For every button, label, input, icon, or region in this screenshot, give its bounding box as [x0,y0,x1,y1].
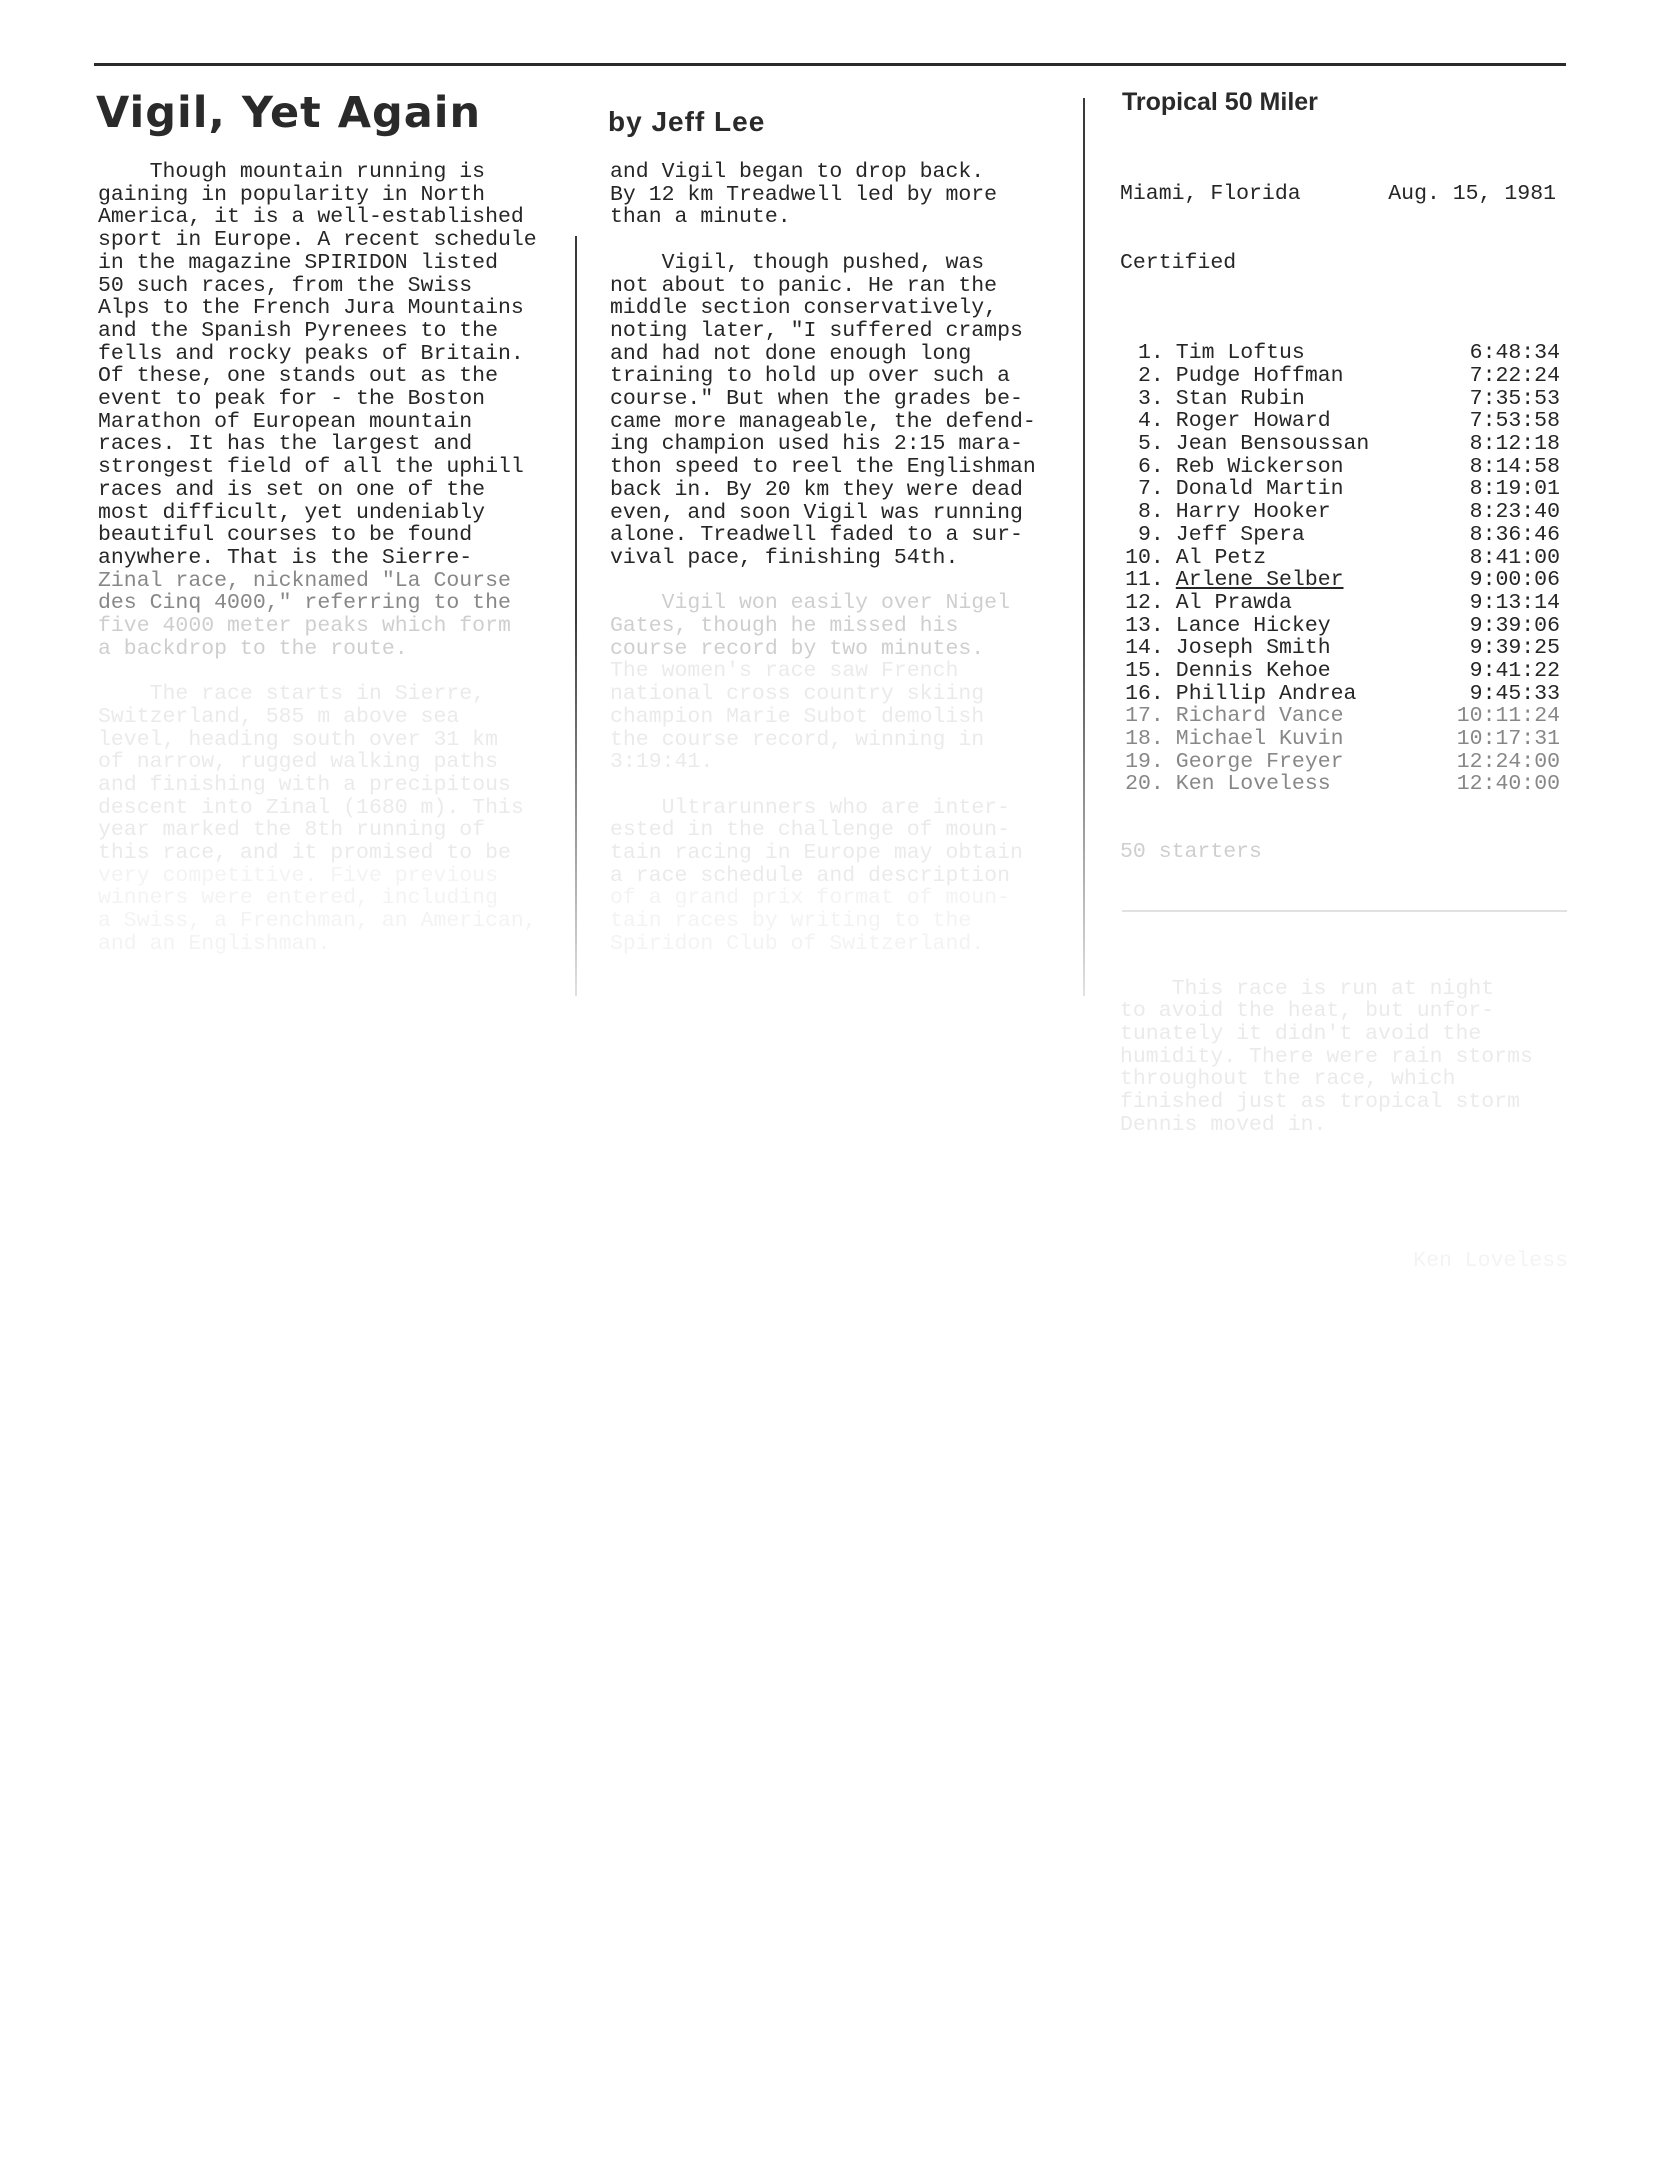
result-row [1120,501,1560,524]
result-name: Richard Vance [1175,704,1344,729]
result-name: George Freyer [1175,749,1344,774]
result-name: Jeff Spera [1175,522,1305,547]
article-line: Switzerland, 585 m above sea [98,704,460,729]
article-line: noting later, "I suffered cramps [610,318,1023,343]
result-time: 8:41:00 [1469,545,1560,570]
article-line: fells and rocky peaks of Britain. [98,341,524,366]
result-row [1120,410,1560,433]
article-line: course record by two minutes. [610,636,985,661]
article-line: course." But when the grades be- [610,387,1023,412]
article-line: and had not done enough long [610,341,972,366]
result-time: 10:11:24 [1456,704,1560,729]
result-time: 8:19:01 [1469,477,1560,502]
result-place: 19. [1125,749,1164,774]
result-place: 11. [1125,568,1164,593]
note-line: tunately it didn't avoid the [1120,1022,1482,1047]
result-place: 13. [1125,613,1164,638]
result-row [1120,728,1560,751]
result-name: Arlene Selber [1175,568,1344,593]
article-line: champion Marie Subot demolish [610,704,985,729]
article-line: of a grand prix format of moun- [610,886,1010,911]
result-place: 15. [1125,658,1164,683]
result-row [1120,660,1560,683]
results-column [1120,138,1568,1296]
result-row [1120,615,1560,638]
signature-rule [1122,910,1567,912]
result-name: Tim Loftus [1175,341,1305,366]
article-line: Vigil won easily over Nigel [610,591,1010,616]
article-line: year marked the 8th running of [98,818,486,843]
article-line: a race schedule and description [610,863,1010,888]
article-line: des Cinq 4000," referring to the [98,591,511,616]
article-line: sport in Europe. A recent schedule [98,228,537,253]
result-place: 4. [1137,409,1164,434]
note-line: finished just as tropical storm [1120,1090,1520,1115]
result-row [1120,637,1560,660]
article-line: training to hold up over such a [610,364,1010,389]
starters-count: 50 starters [1120,840,1262,865]
article-line: Of these, one stands out as the [98,364,498,389]
article-line: and an Englishman. [98,931,331,956]
article-line: races. It has the largest and [98,432,473,457]
result-row [1120,683,1560,706]
result-row [1120,773,1560,796]
article-line: a backdrop to the route. [98,636,408,661]
article-line: America, it is a well-established [98,205,524,230]
article-line: national cross country skiing [610,682,985,707]
result-time: 9:39:06 [1469,613,1560,638]
result-place: 3. [1137,386,1164,411]
race-note [1120,978,1560,1137]
result-time: 9:39:25 [1469,636,1560,661]
note-line: throughout the race, which [1120,1067,1456,1092]
result-time: 6:48:34 [1469,341,1560,366]
article-line: back in. By 20 km they were dead [610,477,1023,502]
byline: by Jeff Lee [608,106,766,137]
race-date: Aug. 15, 1981 [1388,182,1556,207]
result-name: Lance Hickey [1175,613,1331,638]
result-name: Phillip Andrea [1175,681,1357,706]
result-time: 8:36:46 [1469,522,1560,547]
result-time: 7:35:53 [1469,386,1560,411]
article-line: thon speed to reel the Englishman [610,455,1036,480]
result-place: 1. [1137,341,1164,366]
result-time: 8:14:58 [1469,454,1560,479]
result-place: 14. [1125,636,1164,661]
article-line: very competitive. Five previous [98,863,498,888]
column-divider-2 [1083,98,1085,996]
article-line: and the Spanish Pyrenees to the [98,318,498,343]
certified-label: Certified [1120,250,1237,275]
result-place: 17. [1125,704,1164,729]
result-name: Michael Kuvin [1175,727,1344,751]
result-row [1120,547,1560,570]
article-line: this race, and it promised to be [98,841,511,866]
result-time: 8:23:40 [1469,500,1560,525]
article-line: not about to panic. He ran the [610,273,998,298]
article-line: and Vigil began to drop back. [610,160,985,184]
article-column-1 [98,161,568,956]
race-location: Miami, Florida [1120,182,1301,207]
article-line: Spiridon Club of Switzerland. [610,931,985,956]
result-place: 10. [1125,545,1164,570]
article-line: event to peak for - the Boston [98,387,486,412]
note-line: humidity. There were rain storms [1120,1044,1533,1069]
result-place: 12. [1125,590,1164,615]
article-title: Vigil, Yet Again [96,88,482,138]
result-row [1120,524,1560,547]
note-line: This race is run at night [1120,976,1495,1001]
article-line: tain races by writing to the [610,909,972,934]
result-row [1120,705,1560,728]
article-line: level, heading south over 31 km [98,727,498,752]
result-name: Reb Wickerson [1175,454,1344,479]
article-line: By 12 km Treadwell led by more [610,182,998,207]
note-line: Dennis moved in. [1120,1112,1327,1137]
result-name: Donald Martin [1175,477,1344,502]
article-line: Ultrarunners who are inter- [610,795,1010,820]
result-place: 2. [1137,364,1164,388]
article-line: The women's race saw French [610,659,959,684]
result-row [1120,342,1560,365]
result-time: 7:22:24 [1469,364,1560,388]
author-signature: Ken Loveless [1413,1249,1568,1274]
article-line: Marathon of European mountain [98,409,473,434]
article-line: vival pace, finishing 54th. [610,545,959,570]
result-place: 20. [1125,772,1164,797]
article-line: races and is set on one of the [98,477,486,502]
article-line: descent into Zinal (1680 m). This [98,795,524,820]
article-line: and finishing with a precipitous [98,772,511,797]
article-line: of narrow, rugged walking paths [98,750,498,775]
race-info-line [1120,183,1556,206]
article-line: than a minute. [610,205,791,230]
result-row [1120,388,1560,411]
result-name: Harry Hooker [1175,500,1331,525]
result-name: Al Petz [1175,545,1267,570]
article-line: ing champion used his 2:15 mara- [610,432,1023,457]
result-time: 9:45:33 [1469,681,1560,706]
result-row [1120,592,1560,615]
result-row [1120,456,1560,479]
result-name: Dennis Kehoe [1175,658,1331,683]
column-divider-1 [575,236,577,996]
result-time: 10:17:31 [1456,727,1560,751]
result-time: 9:41:22 [1469,658,1560,683]
article-line: Alps to the French Jura Mountains [98,296,524,321]
result-row [1120,365,1560,388]
article-line: a Swiss, a Frenchman, an American, [98,909,537,934]
article-line: anywhere. That is the Sierre- [98,545,473,570]
top-rule [94,63,1566,66]
article-line: winners were entered, including [98,886,498,911]
result-place: 5. [1137,432,1164,457]
article-line: Zinal race, nicknamed "La Course [98,568,511,593]
article-line: strongest field of all the uphill [98,455,524,480]
article-line: tain racing in Europe may obtain [610,841,1023,866]
result-name: Roger Howard [1175,409,1331,434]
article-line: in the magazine SPIRIDON listed [98,250,498,275]
article-line: gaining in popularity in North [98,182,486,207]
result-row [1120,478,1560,501]
article-line: five 4000 meter peaks which form [98,614,511,639]
result-name: Joseph Smith [1175,636,1331,661]
result-name: Pudge Hoffman [1175,364,1344,388]
result-row [1120,751,1560,774]
result-place: 6. [1137,454,1164,479]
article-line: 3:19:41. [610,750,714,775]
article-line: The race starts in Sierre, [98,682,486,707]
result-name: Ken Loveless [1175,772,1331,797]
article-line: 50 such races, from the Swiss [98,273,473,298]
result-place: 16. [1125,681,1164,706]
result-time: 12:24:00 [1456,749,1560,774]
result-place: 8. [1137,500,1164,525]
article-line: ested in the challenge of moun- [610,818,1010,843]
result-name: Stan Rubin [1175,386,1305,411]
result-name: Al Prawda [1175,590,1292,615]
sidebar-title: Tropical 50 Miler [1122,88,1318,116]
result-row [1120,433,1560,456]
article-line: Gates, though he missed his [610,614,959,639]
article-line: Though mountain running is [98,160,486,184]
result-name: Jean Bensoussan [1175,432,1370,457]
article-line: Vigil, though pushed, was [610,250,985,275]
article-line: alone. Treadwell faded to a sur- [610,523,1023,548]
result-place: 9. [1137,522,1164,547]
article-line: came more manageable, the defend- [610,409,1036,434]
results-list [1120,342,1560,796]
result-place: 18. [1125,727,1164,751]
result-time: 7:53:58 [1469,409,1560,434]
result-time: 12:40:00 [1456,772,1560,797]
result-place: 7. [1137,477,1164,502]
note-line: to avoid the heat, but unfor- [1120,999,1495,1024]
article-line: middle section conservatively, [610,296,998,321]
article-column-2 [610,161,1070,956]
result-row [1120,569,1560,592]
result-time: 8:12:18 [1469,432,1560,457]
result-time: 9:00:06 [1469,568,1560,593]
article-line: the course record, winning in [610,727,985,752]
article-line: most difficult, yet undeniably [98,500,486,525]
result-time: 9:13:14 [1469,590,1560,615]
article-line: beautiful courses to be found [98,523,473,548]
article-line: even, and soon Vigil was running [610,500,1023,525]
